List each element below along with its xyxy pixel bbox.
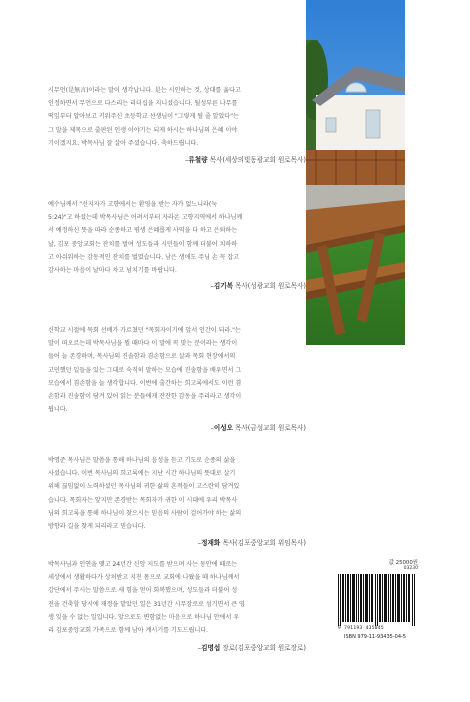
endorsement-signature: –정재화 목사(김포중앙교회 위임목사) xyxy=(197,539,306,547)
isbn-barcode-block xyxy=(338,558,428,678)
price-label: 값 25000원 xyxy=(388,560,418,566)
endorsement-text: 신학교 시절에 목회 선배가 가르쳤던 "목회자이기에 앞서 인간이 되라."는 말이 떠오르는데 박목사님을 뵐 때마다 이 말에 꼭 맞는 분이라는 생각이 들어 늘 존경하며, 목사님의 진솔함과 겸손함으로 살과 목회 현장에서의 고민했던 일들을 있는 그대로 숙직히 말하는 모습에 진솔함을 배우면서 그 모습에서 겸손함을 늘 생각합니다. 이번에 출간하는 희고록에서도 이런 겸 손함과 진솔함이 담겨 있어 읽는 분들에게 잔잔한 감동을 주리라고 생각이 됩니다. xyxy=(48,327,242,414)
endorsement-signature: –김명섭 장로(김포중앙교회 원로장로) xyxy=(197,644,306,652)
endorsement-text: 박명준 목사님은 말씀을 통해 하나님의 음성을 듣고 기도로 순종의 삶을 사셨습니다. 이번 목사님의 희고록에는 지난 시간 하나님의 뜻대로 살기 위해 끊임없이 노력하셨던 목사님의 귀한 삶의 흔적들이 고스란히 담겨있 습니다. 목회자는 앞지만 존경받는 목회자가 귀한 이 시대에 우리 박목사 님의 희고록을 통해 하나님이 찾으시는 믿음의 사람이 걸어가야 하는 삶의 방향과 길을 찾게 되리라고 믿습니다. xyxy=(48,457,242,531)
endorsement-text: 박목사님과 인연을 맺고 24년간 신앙 지도를 받으며 사는 동안에 때로는 세상에서 생활하다가 상처받고 지친 몸으로 교회에 나왔을 때 하나님께서 강단에서 주시는 말씀으로 새 힘을 얻어 회복했으며, 성도들과 더불어 성 전을 건축할 당시에 재정을 맡았던 일은 31년간 시무장로로 섬기면서 큰 영 생 잊을 수 없는 일입니다. 앞으로도 변함없는 마음으로 하나님 안에서 우 리 김포중앙교회 가족으로 함께 남아 계시기를 기도드립니다. xyxy=(48,561,245,635)
isbn-number: ISBN 979-11-93435-04-5 xyxy=(344,634,406,640)
signature-title: 목사(세상의빛동광교회 원로목사) xyxy=(209,156,306,164)
endorsement-signature: –이성오 목사(금성교회 원로목사) xyxy=(210,424,306,432)
signature-name: 김기복 xyxy=(213,282,233,290)
barcode-image xyxy=(338,574,418,626)
signature-name: 류철량 xyxy=(188,156,208,164)
signature-title: 장로(김포중앙교회 원로장로) xyxy=(222,644,306,652)
endorsement-text: 예수님께서 "선지자가 고향에서는 환영을 받는 자가 없느니라(눅 5:24)"고 하셨는데 박목사님은 어려서부터 자라온 고향지역에서 하나님께 서 예정하신 뜻을 따라 순종하고 평생 은혜롭게 사역을 다 하고 은퇴하는 날, 김포 중앙교회는 잔치를 벌여 성도들과 시민들이 함께 더불어 치하하 고 아쉬워하는 감동적인 잔치를 벌였습니다. 남은 생애도 주님 손 꼭 잡고 감사하는 마음이 날마다 차고 넘치기를 바랍니다. xyxy=(48,201,243,275)
cover-photo-house-picnic-table xyxy=(306,0,405,345)
endorsement-signature: –류철량 목사(세상의빛동광교회 원로목사) xyxy=(185,156,306,164)
signature-name: 이성오 xyxy=(213,424,233,432)
signature-name: 김명섭 xyxy=(201,644,221,652)
endorsement-signature: –김기복 목사(성광교회 원로목사) xyxy=(210,282,306,290)
signature-title: 목사(금성교회 원로목사) xyxy=(235,424,306,432)
signature-title: 목사(성광교회 원로목사) xyxy=(235,282,306,290)
signature-title: 목사(김포중앙교회 위임목사) xyxy=(222,539,306,547)
endorsement-text: 시무언(是無言)이라는 말이 생각납니다. 是는 시인하는 것, 상대를 옳다고 인정하면서 무언으로 다스리는 리더십을 지니셨습니다. 될성부른 나무를 떡잎부터 알아보고 키워주신 초등학교 선생님이 "그렇게 될 줄 알았다"는 그 말을 제목으로 출판된 인생 이야기는 되게 하시는 하나님의 은혜 이야 기이겠지요. 박목사님 잘 살아 주셨습니다. 축하드립니다. xyxy=(48,87,241,147)
signature-name: 정재화 xyxy=(201,539,221,547)
barcode-digits: 9 791193 435045 xyxy=(338,626,384,631)
addon-code: 03230 xyxy=(403,566,418,571)
